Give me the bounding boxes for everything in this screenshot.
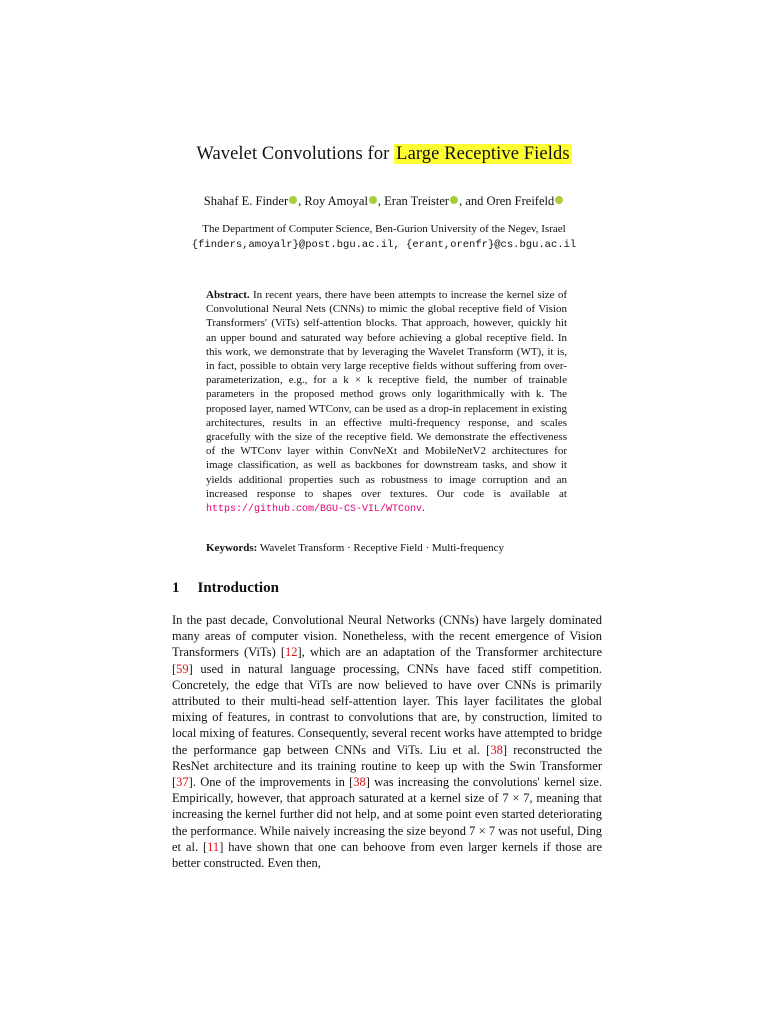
author-separator: , bbox=[377, 194, 385, 208]
orcid-icon[interactable] bbox=[369, 196, 377, 204]
keywords bbox=[206, 542, 567, 554]
author-separator: , and bbox=[459, 194, 487, 208]
citation-link[interactable]: 11 bbox=[207, 839, 220, 854]
intro-text: ] used in natural language processing, CNNs have faced stiff competition. Concretely, the edge that ViTs are now believed to have over CNNs is primarily attributed to their multi-head self-attention layer. This layer facilitates the global mixing of features, in contrast to convolutions that are, by construction, limited to local mixing of features. Consequently, several recent works have attempted to bridge the performance gap between CNNs and ViTs. Liu et al. [ bbox=[172, 661, 602, 757]
orcid-icon[interactable] bbox=[289, 196, 297, 204]
citation-link[interactable]: 37 bbox=[176, 775, 189, 790]
email-line bbox=[0, 237, 768, 253]
email-separator: , bbox=[393, 239, 407, 251]
affiliation-line: The Department of Computer Science, Ben-Gurion University of the Negev, Israel bbox=[202, 223, 566, 235]
author-list bbox=[0, 194, 768, 209]
abstract-label: Abstract. bbox=[206, 289, 250, 301]
intro-text: ] have shown that one can behoove from even larger kernels if those are better constructed. Even then, bbox=[172, 839, 602, 871]
citation-link[interactable]: 59 bbox=[176, 661, 189, 676]
intro-text: In the past decade, Convolutional Neural Networks (CNNs) have largely dominated many areas of computer vision. Nonetheless, with the recent emergence of Vision Transformers (ViTs) [ bbox=[172, 613, 602, 660]
paper-title bbox=[0, 144, 768, 165]
author-name: Shahaf E. Finder bbox=[203, 194, 289, 208]
abstract bbox=[206, 288, 567, 517]
author-name: Oren Freifeld bbox=[486, 194, 555, 208]
abstract-end: . bbox=[422, 502, 425, 515]
abstract-text: In recent years, there have been attempts to increase the kernel size of Convolutional Neural Nets (CNNs) to mimic the global receptive field of Vision Transformers' (ViTs) self-attention blocks. That approach, however, quickly hit an upper bound and saturated way before achieving a global receptive field. In this work, we demonstrate that by leveraging the Wavelet Transform (WT), it is, in fact, possible to obtain very large receptive fields without suffering from over-parameterization, e.g., for a k × k receptive field, the number of trainable parameters in the proposed method grows only logarithmically with k. The proposed layer, named WTConv, can be used as a drop-in replacement in existing architectures, results in an effective multi-frequency response, and scales gracefully with the size of the receptive field. We demonstrate the effectiveness of the WTConv layer within ConvNeXt and MobileNetV2 architectures for image classification, as well as backbones for downstream tasks, and show it yields additional properties such as robustness to image corruption and an increased response to shapes over textures. Our code is available at bbox=[206, 289, 568, 500]
section-title: Introduction bbox=[197, 580, 279, 596]
orcid-icon[interactable] bbox=[555, 196, 563, 204]
intro-text: ] was increasing the convolutions' kernel size. Empirically, however, that approach saturated at a kernel size of 7 × 7, meaning that increasing the kernel further did not help, and at some point even started deteriorating the performance. While naively increasing the size beyond 7 × 7 was not useful, Ding et al. [ bbox=[172, 775, 602, 854]
author-name: Roy Amoyal bbox=[304, 194, 368, 208]
keywords-label: Keywords: bbox=[206, 542, 258, 554]
section-heading bbox=[172, 580, 279, 597]
citation-link[interactable]: 38 bbox=[353, 775, 366, 790]
section-number: 1 bbox=[172, 580, 180, 596]
intro-text: ]. One of the improvements in [ bbox=[188, 775, 354, 790]
intro-text: ] reconstructed the ResNet architecture and its training routine to keep up with the Swin Transformer [ bbox=[172, 742, 602, 790]
email-text: {erant,orenfr}@cs.bgu.ac.il bbox=[406, 239, 577, 251]
author-separator: , bbox=[298, 194, 305, 208]
keywords-text: Wavelet Transform · Receptive Field · Multi-frequency bbox=[259, 542, 504, 554]
title-highlight: Large Receptive Fields bbox=[396, 144, 570, 164]
citation-link[interactable]: 12 bbox=[285, 645, 298, 660]
author-name: Eran Treister bbox=[384, 194, 450, 208]
title-text: Wavelet Convolutions for bbox=[196, 144, 395, 164]
code-link[interactable]: https://github.com/BGU-CS-VIL/WTConv bbox=[206, 504, 423, 516]
citation-link[interactable]: 38 bbox=[490, 742, 503, 757]
introduction-paragraph bbox=[172, 612, 602, 871]
orcid-icon[interactable] bbox=[450, 196, 458, 204]
affiliation bbox=[0, 222, 768, 253]
email-text: {finders,amoyalr}@post.bgu.ac.il bbox=[191, 239, 394, 251]
intro-text: ], which are an adaptation of the Transformer architecture [ bbox=[172, 645, 602, 676]
